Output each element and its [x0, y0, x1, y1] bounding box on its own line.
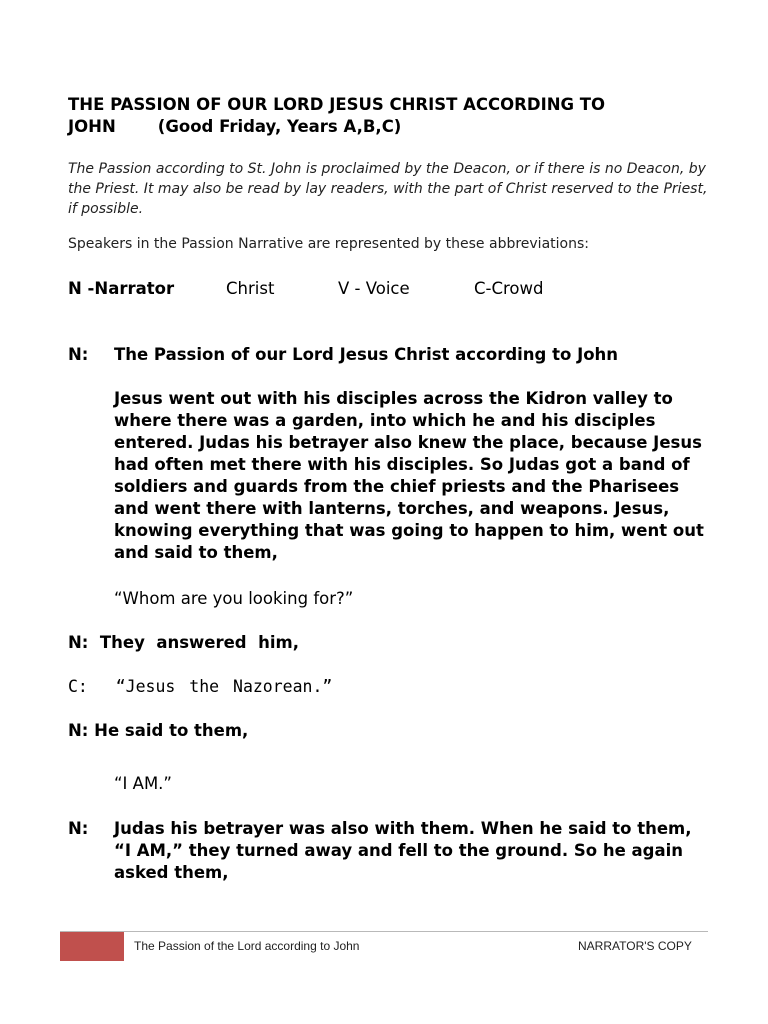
speaker-label: N: — [68, 345, 89, 364]
narration-paragraph: Jesus went out with his disciples across the Kidron valley to where there was a garden, into which he and his disciples entered. Judas his betrayer also knew the place, because Jesus had often met there with his disciples. So Judas got a band of soldiers and guards from the chief priests and the Pharisees and went there with lanterns, torches, and weapons. Jesus, knowing everything that was going to happen to him, went out and said to them, — [114, 389, 704, 562]
crowd-line: C: “Jesus the Nazorean.” — [68, 677, 333, 696]
title-occasion: (Good Friday, Years A,B,C) — [157, 117, 402, 136]
abbrev-crowd: C-Crowd — [474, 279, 544, 298]
passion-heading: The Passion of our Lord Jesus Christ according to John — [114, 345, 619, 364]
narration-text: Judas his betrayer was also with them. When he said to them, “I AM,” they turned away and fell to the ground. So he again asked them, — [114, 819, 692, 882]
footer-accent-block — [60, 932, 124, 961]
abbrev-christ: Christ — [226, 279, 275, 298]
speaker-label: N: — [68, 819, 89, 838]
christ-quote-2: “I AM.” — [114, 774, 172, 793]
christ-quote-1: “Whom are you looking for?” — [114, 589, 354, 608]
speakers-note: Speakers in the Passion Narrative are represented by these abbreviations: — [68, 236, 589, 252]
narration-block-1 — [68, 344, 714, 564]
abbrev-narrator: N -Narrator — [68, 279, 175, 298]
document-title — [68, 94, 708, 138]
footer-title: The Passion of the Lord according to John — [134, 939, 360, 953]
footer-rule — [60, 931, 708, 932]
title-line-1: THE PASSION OF OUR LORD JESUS CHRIST ACCORDING TO — [68, 95, 606, 114]
abbrev-voice: V - Voice — [338, 279, 410, 298]
title-line-2-john: JOHN — [68, 117, 116, 136]
narration-block-5 — [68, 818, 714, 888]
intro-rubric: The Passion according to St. John is proclaimed by the Deacon, or if there is no Deacon, by the Priest. It may also be read by lay readers, with the part of Christ reserved to the Priest, if possible. — [68, 161, 708, 217]
narrator-line-3: N: He said to them, — [68, 721, 249, 740]
narrator-line-2: N: They answered him, — [68, 633, 299, 652]
footer-copy-label: NARRATOR'S COPY — [578, 939, 692, 953]
